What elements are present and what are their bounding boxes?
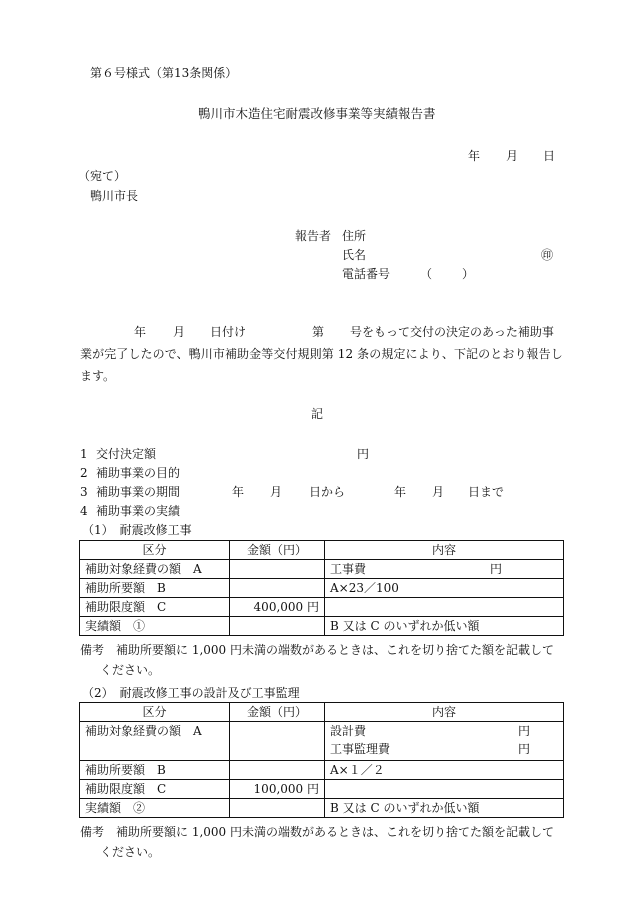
table-header-row bbox=[80, 703, 564, 722]
table-row bbox=[80, 617, 564, 636]
row-content[interactable] bbox=[325, 722, 564, 761]
row-amount: 100,000 円 bbox=[230, 780, 325, 799]
addressee-name: 鴨川市長 bbox=[90, 189, 139, 203]
header-amount: 金額（円） bbox=[230, 541, 325, 560]
note-line2: ください。 bbox=[100, 845, 161, 859]
item3-end-year: 年 bbox=[394, 485, 407, 499]
item4-num: 4 bbox=[80, 504, 88, 518]
row-kubun: 補助限度額 C bbox=[80, 780, 230, 799]
row-content bbox=[325, 780, 564, 799]
row-amount[interactable] bbox=[230, 560, 325, 579]
row-amount: 400,000 円 bbox=[230, 598, 325, 617]
table-row bbox=[80, 560, 564, 579]
table-row bbox=[80, 722, 564, 761]
row-content: B 又は C のいずれか低い額 bbox=[325, 617, 564, 636]
item2-label: 補助事業の目的 bbox=[96, 466, 181, 480]
note-line2: ください。 bbox=[100, 663, 161, 677]
header-kubun: 区分 bbox=[80, 541, 230, 560]
row-content bbox=[325, 598, 564, 617]
item3-label: 補助事業の期間 bbox=[96, 485, 181, 499]
body-number-prefix: 第 bbox=[312, 325, 325, 339]
item2-num: 2 bbox=[80, 466, 88, 480]
ki-label: 記 bbox=[311, 407, 324, 421]
row-content[interactable] bbox=[325, 560, 564, 579]
seal-mark: ㊞ bbox=[541, 248, 554, 262]
supervision-fee-unit: 円 bbox=[517, 742, 530, 756]
note-line1: 備考 補助所要額に 1,000 円未満の端数があるときは、これを切り捨てた額を記載して bbox=[80, 825, 554, 839]
row-kubun: 実績額 ① bbox=[80, 617, 230, 636]
item3-num: 3 bbox=[80, 485, 88, 499]
design-fee-label: 設計費 bbox=[330, 724, 367, 738]
row-content: A×23／100 bbox=[325, 579, 564, 598]
row-amount[interactable] bbox=[230, 617, 325, 636]
section2-note bbox=[80, 822, 580, 862]
row-kubun: 実績額 ② bbox=[80, 799, 230, 818]
section1-note bbox=[80, 640, 580, 680]
item1-unit: 円 bbox=[357, 447, 370, 461]
reporter-address-label: 住所 bbox=[342, 229, 367, 243]
row-amount[interactable] bbox=[230, 579, 325, 598]
body-text-line3: ます。 bbox=[80, 369, 116, 383]
body-text-line2: 業が完了したので、鴨川市補助金等交付規則第 12 条の規定により、下記のとおり報告し bbox=[80, 347, 563, 361]
body-dated: 日付け bbox=[210, 325, 247, 339]
header-content: 内容 bbox=[325, 541, 564, 560]
body-year: 年 bbox=[134, 325, 147, 339]
row-kubun: 補助所要額 B bbox=[80, 579, 230, 598]
row-kubun: 補助対象経費の額 A bbox=[80, 560, 230, 579]
item1-num: 1 bbox=[80, 447, 88, 461]
section1-heading: （1） 耐震改修工事 bbox=[82, 523, 192, 537]
form-number: 第６号様式（第13条関係） bbox=[90, 66, 238, 80]
row-content: A×１／２ bbox=[325, 761, 564, 780]
row-amount[interactable] bbox=[230, 799, 325, 818]
item3-start-month: 月 bbox=[270, 485, 283, 499]
table-header-row bbox=[80, 541, 564, 560]
reporter-phone-label: 電話番号 bbox=[342, 267, 391, 281]
row-amount[interactable] bbox=[230, 722, 325, 761]
row-kubun: 補助対象経費の額 A bbox=[80, 722, 230, 761]
note-line1: 備考 補助所要額に 1,000 円未満の端数があるときは、これを切り捨てた額を記載して bbox=[80, 643, 554, 657]
document-title: 鴨川市木造住宅耐震改修事業等実績報告書 bbox=[198, 106, 436, 121]
item3-start-day: 日から bbox=[309, 485, 346, 499]
content-unit: 円 bbox=[490, 562, 503, 576]
design-fee-unit: 円 bbox=[517, 724, 530, 738]
addressee-prefix: （宛て） bbox=[78, 169, 127, 183]
item4-label: 補助事業の実績 bbox=[96, 504, 181, 518]
table-row bbox=[80, 598, 564, 617]
date-day: 日 bbox=[543, 149, 556, 163]
table-row bbox=[80, 780, 564, 799]
item3-end-month: 月 bbox=[432, 485, 445, 499]
row-content: B 又は C のいずれか低い額 bbox=[325, 799, 564, 818]
reporter-label: 報告者 bbox=[295, 229, 332, 243]
date-month: 月 bbox=[506, 149, 519, 163]
section1-table bbox=[79, 540, 564, 636]
header-kubun: 区分 bbox=[80, 703, 230, 722]
body-text-line1: 号をもって交付の決定のあった補助事 bbox=[350, 325, 554, 339]
row-kubun: 補助所要額 B bbox=[80, 761, 230, 780]
section2-table bbox=[79, 702, 564, 818]
table-row bbox=[80, 579, 564, 598]
date-year: 年 bbox=[468, 149, 481, 163]
supervision-fee-label: 工事監理費 bbox=[330, 742, 391, 756]
phone-paren-open: （ bbox=[420, 267, 433, 281]
body-month: 月 bbox=[173, 325, 186, 339]
item1-label: 交付決定額 bbox=[96, 447, 157, 461]
header-content: 内容 bbox=[325, 703, 564, 722]
row-amount[interactable] bbox=[230, 761, 325, 780]
phone-paren-close: ） bbox=[462, 267, 475, 281]
row-kubun: 補助限度額 C bbox=[80, 598, 230, 617]
header-amount: 金額（円） bbox=[230, 703, 325, 722]
table-row bbox=[80, 799, 564, 818]
reporter-name-label: 氏名 bbox=[342, 248, 367, 262]
section2-heading: （2） 耐震改修工事の設計及び工事監理 bbox=[82, 686, 300, 700]
content-text: 工事費 bbox=[330, 562, 367, 576]
table-row bbox=[80, 761, 564, 780]
item3-end-day: 日まで bbox=[468, 485, 505, 499]
item3-start-year: 年 bbox=[232, 485, 245, 499]
